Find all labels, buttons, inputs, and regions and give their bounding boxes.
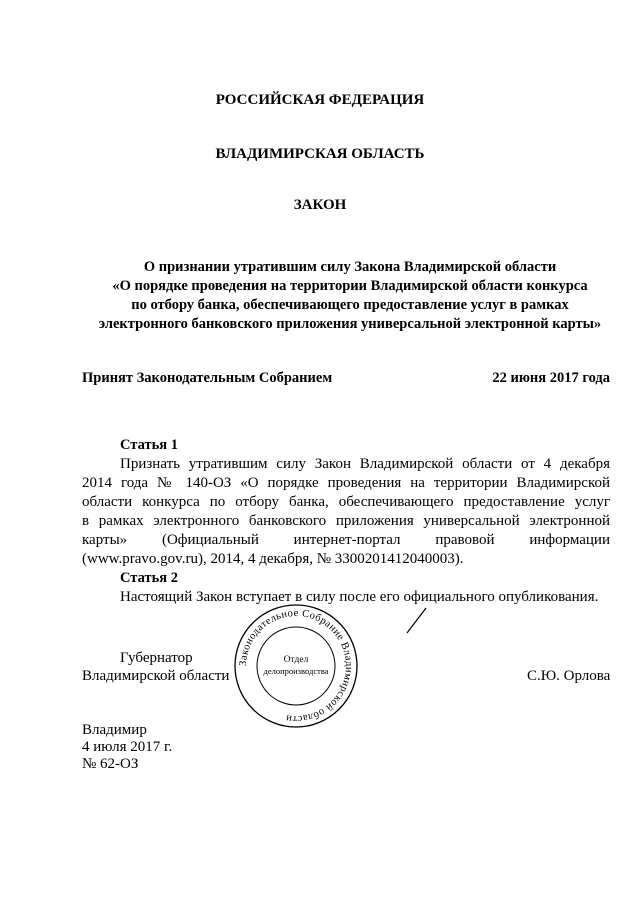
article2-heading: Статья 2 — [120, 570, 178, 586]
footer-city: Владимир — [82, 722, 147, 738]
article1-line: 2014 года № 140-ОЗ «О порядке проведения на территории Владимирской — [82, 475, 610, 491]
article1-line: (www.pravo.gov.ru), 2014, 4 декабря, № 3300201412040003). — [82, 551, 464, 567]
adopted-by: Принят Законодательным Собранием — [82, 370, 333, 386]
law-title — [60, 258, 640, 334]
document-type-heading: ЗАКОН — [293, 197, 347, 213]
article1-line: Признать утратившим силу Закон Владимирской области от 4 декабря — [120, 456, 610, 472]
region-heading: ВЛАДИМИРСКАЯ ОБЛАСТЬ — [215, 146, 425, 162]
title-line: «О порядке проведения на территории Владимирской области конкурса — [112, 278, 588, 294]
article1-line: карты» (Официальный интернет-портал правовой информации — [82, 532, 610, 548]
adoption-line — [82, 370, 610, 387]
article1-heading: Статья 1 — [120, 437, 178, 453]
article1-line: в рамках электронного банковского приложения универсальной электронной — [82, 513, 610, 529]
title-line: по отбору банка, обеспечивающего предоставление услуг в рамках — [131, 297, 569, 313]
signer-position-line2: Владимирской области — [82, 668, 230, 684]
stamp-ring-text: Законодательное Собрание Владимирской области — [237, 607, 355, 725]
article2-text: Настоящий Закон вступает в силу после его официального опубликования. — [120, 589, 599, 605]
signer-name: С.Ю. Орлова — [527, 668, 611, 684]
signature-mark — [404, 605, 430, 635]
country-heading: РОССИЙСКАЯ ФЕДЕРАЦИЯ — [215, 92, 425, 108]
article1-line: области конкурса по отбору банка, обеспечивающего предоставление услуг — [82, 494, 610, 510]
footer-date: 4 июля 2017 г. — [82, 739, 173, 755]
stamp-center-line1: Отдел — [283, 655, 309, 665]
title-line: электронного банковского приложения универсальной электронной карты» — [98, 316, 602, 332]
adoption-date: 22 июня 2017 года — [492, 370, 610, 386]
article1-text — [82, 455, 610, 569]
footer-number: № 62-ОЗ — [82, 756, 139, 772]
stamp-center-line2: делопроизводства — [263, 666, 329, 676]
signer-position-line1: Губернатор — [120, 650, 193, 666]
title-line: О признании утратившим силу Закона Владимирской области — [143, 259, 557, 275]
official-stamp — [233, 603, 359, 729]
